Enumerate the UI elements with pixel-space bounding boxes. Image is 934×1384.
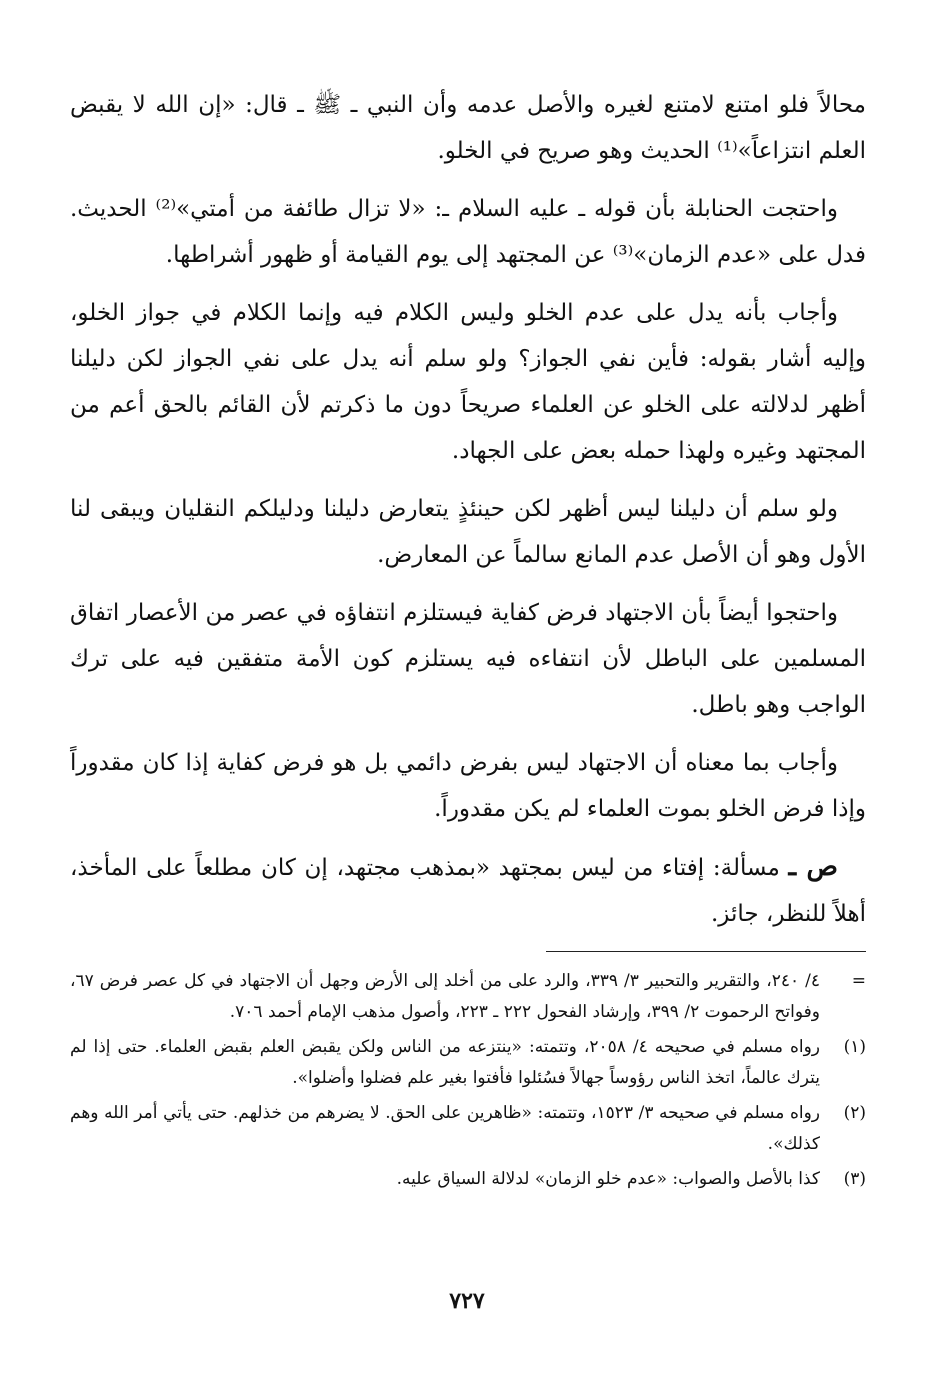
footnote-divider [546, 951, 866, 952]
masala-marker: ص ـ [788, 852, 838, 882]
main-text [70, 82, 866, 937]
paragraph: وأجاب بما معناه أن الاجتهاد ليس بفرض دائمي بل هو فرض كفاية إذا كان مقدوراً وإذا فرض الخلو بموت العلماء لم يكن مقدوراً. [70, 750, 866, 822]
footnote-text: رواه مسلم في صحيحه ٣/ ١٥٢٣، وتتمته: «ظاهرين على الحق. لا يضرهم من خذلهم. حتى يأتي أمر الله وهم كذلك». [70, 1103, 820, 1154]
masala-text: مسألة: إفتاء من ليس بمجتهد «بمذهب مجتهد، إن كان مطلعاً على المأخذ، أهلاً للنظر، جائز. [70, 855, 866, 927]
footnote-text: رواه مسلم في صحيحه ٤/ ٢٠٥٨، وتتمته: «ينتزعه من الناس ولكن يقبض العلم بقبض العلماء. حتى إذا لم يترك عالماً، اتخذ الناس رؤوساً جهالاً فسُئلوا فأفتوا بغير علم فضلوا وأضلوا». [70, 1037, 820, 1088]
footnote [70, 966, 866, 1028]
paragraph: واحتجوا أيضاً بأن الاجتهاد فرض كفاية فيستلزم انتفاؤه في عصر من الأعصار اتفاق المسلمين على الباطل لأن انتفاءه فيه يستلزم كون الأمة متفقين فيه على ترك الواجب وهو باطل. [70, 600, 866, 718]
paragraph: ولو سلم أن دليلنا ليس أظهر لكن حينئذٍ يتعارض دليلنا ودليلكم النقليان ويبقى لنا الأول وهو أن الأصل عدم المانع سالماً عن المعارض. [70, 496, 866, 568]
footnote-text: كذا بالأصل والصواب: «عدم خلو الزمان» لدلالة السياق عليه. [396, 1169, 820, 1189]
footnote [70, 1164, 866, 1195]
page-number: ٧٢٧ [449, 1288, 485, 1314]
masala-paragraph [70, 844, 866, 937]
document-page [70, 82, 866, 1199]
footnote-text: ٤/ ٢٤٠، والتقرير والتحبير ٣/ ٣٣٩، والرد على من أخلد إلى الأرض وجهل أن الاجتهاد في كل عصر فرض ٦٧، وفواتح الرحموت ٢/ ٣٩٩، وإرشاد الفحول ٢٢٢ ـ ٢٢٣، وأصول مذهب الإمام أحمد ٧٠٦. [70, 971, 820, 1022]
footnote [70, 1098, 866, 1160]
footnotes [70, 966, 866, 1195]
footnote-mark: (٣) [843, 1169, 866, 1189]
paragraph: محالاً فلو امتنع لامتنع لغيره والأصل عدمه وأن النبي ـ ﷺ ـ قال: «إن الله لا يقبض العلم انتزاعاً»⁽¹⁾ الحديث وهو صريح في الخلو. [70, 92, 866, 164]
paragraph: وأجاب بأنه يدل على عدم الخلو وليس الكلام فيه وإنما الكلام في جواز الخلو، وإليه أشار بقوله: فأين نفي الجواز؟ ولو سلم أنه يدل على نفي الجواز لكن دليلنا أظهر لدلالته على الخلو عن العلماء صريحاً دون ما ذكرتم لأن القائم بالحق أعم من المجتهد وغيره ولهذا حمله بعض على الجهاد. [70, 300, 866, 464]
footnote-mark: = [851, 971, 866, 991]
footnote-mark: (٢) [843, 1103, 866, 1123]
footnote-mark: (١) [843, 1037, 866, 1057]
footnote [70, 1032, 866, 1094]
paragraph: واحتجت الحنابلة بأن قوله ـ عليه السلام ـ: «لا تزال طائفة من أمتي»⁽²⁾ الحديث. فدل على «عدم الزمان»⁽³⁾ عن المجتهد إلى يوم القيامة أو ظهور أشراطها. [70, 196, 866, 268]
